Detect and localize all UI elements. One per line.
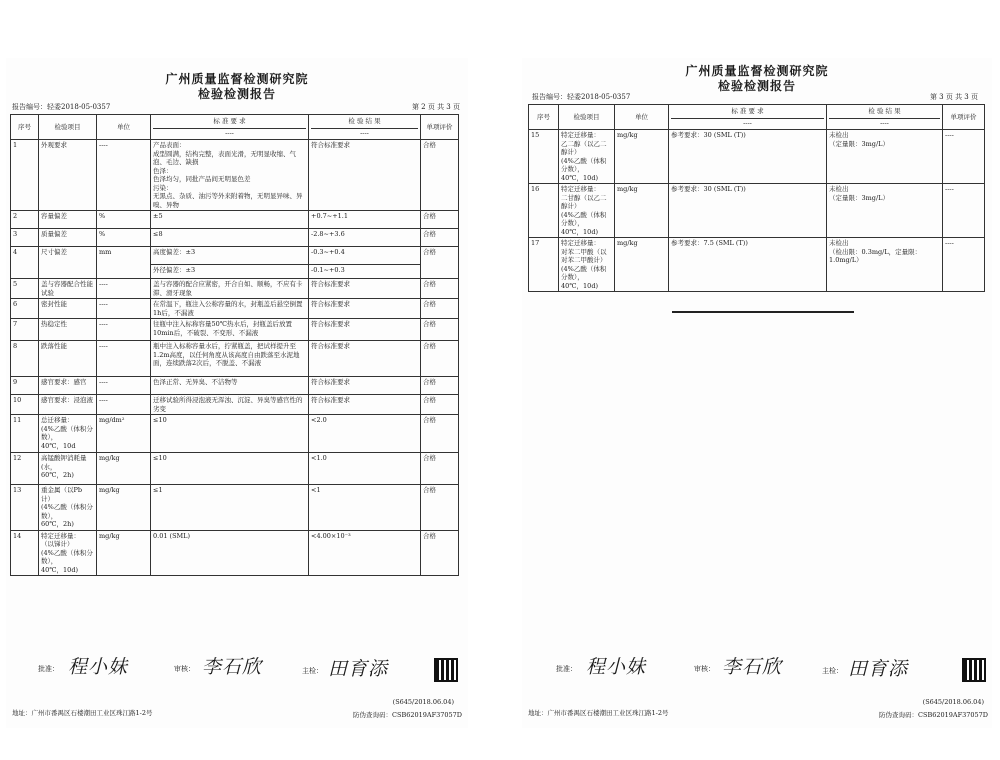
table-row	[11, 279, 459, 299]
header-unit: 单位	[615, 105, 669, 130]
row-requirement: ≤1	[151, 485, 309, 531]
row-result: 符合标准要求	[309, 140, 421, 211]
review-label: 审核：	[694, 665, 715, 673]
main-inspector-signature: 田育添	[848, 658, 909, 680]
header-result	[309, 115, 421, 140]
main-inspector-label: 主检：	[822, 667, 843, 675]
row-result: +0.7~+1.1	[309, 211, 421, 229]
row-evaluation: 合格	[421, 319, 459, 341]
row-item: 重金属（以Pb计） (4%乙酸（体积分数）， 60℃，2h)	[39, 485, 97, 531]
row-result: 符合标准要求	[309, 279, 421, 299]
row-item: 特定迁移量： 乙二醇（以乙二醇计） (4%乙酸（体积分数）， 40℃，10d)	[559, 130, 615, 184]
table-row	[11, 453, 459, 485]
row-unit: ----	[97, 279, 151, 299]
row-unit: mg/kg	[97, 453, 151, 485]
row-no: 13	[11, 485, 39, 531]
row-result: <1	[309, 485, 421, 531]
row-item: 特定迁移量： （以锑计） (4%乙酸（体积分数）， 40℃，10d)	[39, 530, 97, 576]
review-label: 审核：	[174, 665, 195, 673]
institute-title: 广州质量监督检测研究院	[685, 64, 829, 78]
row-no: 10	[11, 395, 39, 415]
row-requirement: 迁移试验所得浸泡液无浑浊、沉淀、异臭等感官性的劣变	[151, 395, 309, 415]
row-evaluation: 合格	[421, 299, 459, 319]
main-inspector-signature: 田育添	[328, 658, 389, 680]
row-no: 15	[529, 130, 559, 184]
row-no: 14	[11, 530, 39, 576]
row-result: 符合标准要求	[309, 319, 421, 341]
row-item: 高锰酸钾消耗量 (水， 60℃，2h)	[39, 453, 97, 485]
row-no: 2	[11, 211, 39, 229]
row-no: 4	[11, 247, 39, 279]
institute-title: 广州质量监督检测研究院	[165, 72, 309, 86]
row-item: 跌落性能	[39, 341, 97, 377]
row-no: 6	[11, 299, 39, 319]
row-unit: ----	[97, 395, 151, 415]
row-evaluation: 合格	[421, 485, 459, 531]
row-result: 符合标准要求	[309, 341, 421, 377]
approve-label: 批准：	[38, 665, 59, 673]
row-evaluation: ----	[943, 184, 985, 238]
row-evaluation: 合格	[421, 395, 459, 415]
row-evaluation: 合格	[421, 229, 459, 247]
row-result: 符合标准要求	[309, 377, 421, 395]
row-unit: %	[97, 229, 151, 247]
report-page-2	[6, 58, 468, 728]
row-result: <4.00×10⁻³	[309, 530, 421, 576]
table-row	[11, 415, 459, 453]
header-no: 序号	[529, 105, 559, 130]
row-evaluation: 合格	[421, 377, 459, 395]
header-no: 序号	[11, 115, 39, 140]
page-info: 第 3 页 共 3 页	[929, 93, 978, 101]
header-item: 检验项目	[559, 105, 615, 130]
row-no: 17	[529, 238, 559, 292]
row-requirement: 在常温下，瓶注入公称容量的水，封瓶盖后悬空倒置1h后，不漏液	[151, 299, 309, 319]
row-unit: ----	[97, 377, 151, 395]
row-requirement: 参考要求：30 (SML (T))	[669, 184, 827, 238]
row-no: 16	[529, 184, 559, 238]
row-evaluation: ----	[943, 238, 985, 292]
row-requirement: ±5	[151, 211, 309, 229]
row-unit: mg/dm²	[97, 415, 151, 453]
report-title: 检验检测报告	[197, 87, 276, 101]
anticounterfeit-code: 防伪查询码：CSB62019AF37057D	[353, 711, 462, 719]
row-evaluation: 合格	[421, 415, 459, 453]
row-result-2: -0.1~+0.3	[309, 265, 421, 279]
row-result: 符合标准要求	[309, 395, 421, 415]
row-unit: mg/kg	[97, 485, 151, 531]
row-result: 未检出 （定量限：3mg/L）	[827, 184, 943, 238]
row-no: 7	[11, 319, 39, 341]
review-signature: 李石欣	[202, 656, 263, 678]
row-item: 特定迁移量： 对苯二甲酸（以对苯二甲酸计） (4%乙酸（体积分数）， 40℃，10d)	[559, 238, 615, 292]
table-row	[11, 485, 459, 531]
approve-signature: 程小妹	[68, 656, 129, 678]
row-no: 5	[11, 279, 39, 299]
table-row	[11, 395, 459, 415]
row-item: 外观要求	[39, 140, 97, 211]
row-result: 未检出 （定量限：3mg/L）	[827, 130, 943, 184]
main-inspector-label: 主检：	[302, 667, 323, 675]
page-info: 第 2 页 共 3 页	[411, 103, 460, 111]
header-result	[827, 105, 943, 130]
row-item: 尺寸偏差	[39, 247, 97, 279]
row-result: 符合标准要求	[309, 299, 421, 319]
header-result-label: 检 验 结 果	[868, 107, 901, 115]
table-row	[529, 184, 985, 238]
qr-code-icon	[434, 658, 458, 682]
row-item: 热稳定性	[39, 319, 97, 341]
row-requirement: 0.01 (SML)	[151, 530, 309, 576]
row-item: 容量偏差	[39, 211, 97, 229]
row-evaluation: 合格	[421, 211, 459, 229]
header-result-label: 检 验 结 果	[348, 117, 381, 125]
row-requirement: 色泽正常、无异臭、不洁物等	[151, 377, 309, 395]
address: 地址：广州市番禺区石楼潮田工业区珠江路1-2号	[528, 709, 669, 717]
row-evaluation: 合格	[421, 530, 459, 576]
row-item: 总迁移量： (4%乙酸（体积分数）， 40℃，10d	[39, 415, 97, 453]
anticounterfeit-code: 防伪查询码：CSB62019AF37057D	[879, 711, 988, 719]
row-no: 12	[11, 453, 39, 485]
address: 地址：广州市番禺区石楼潮田工业区珠江路1-2号	[12, 709, 153, 717]
row-unit: mg/kg	[615, 130, 669, 184]
table-row	[11, 319, 459, 341]
row-unit: %	[97, 211, 151, 229]
row-no: 8	[11, 341, 39, 377]
row-item: 密封性能	[39, 299, 97, 319]
table-row	[11, 247, 459, 265]
header-req	[151, 115, 309, 140]
row-requirement: 瓶中注入标称容量水后，拧紧瓶盖，把试样提升至1.2m高度，以任何角度从该高度自由跌落至水泥地面，连续跌落2次后，不脱盖、不漏液	[151, 341, 309, 377]
row-requirement: ≤10	[151, 453, 309, 485]
header-req-label: 标 准 要 求	[731, 107, 764, 115]
row-unit: mg/kg	[615, 184, 669, 238]
row-no: 1	[11, 140, 39, 211]
header-req-label: 标 准 要 求	[213, 117, 246, 125]
report-number: 报告编号：轻委2018-05-0357	[532, 93, 631, 101]
row-evaluation: 合格	[421, 453, 459, 485]
table-row	[11, 140, 459, 211]
approve-signature: 程小妹	[586, 656, 647, 678]
row-unit: ----	[97, 140, 151, 211]
row-requirement: 参考要求：30 (SML (T))	[669, 130, 827, 184]
qr-code-icon	[962, 658, 986, 682]
header-result-dash: ----	[311, 128, 418, 138]
row-no: 9	[11, 377, 39, 395]
table-header-row	[529, 105, 985, 130]
header-eval: 单项评价	[421, 115, 459, 140]
row-unit: ----	[97, 319, 151, 341]
end-rule	[672, 311, 854, 313]
row-result: <1.0	[309, 453, 421, 485]
row-unit: mm	[97, 247, 151, 279]
table-row	[529, 130, 985, 184]
row-evaluation: 合格	[421, 279, 459, 299]
row-requirement: 参考要求：7.5 (SML (T))	[669, 238, 827, 292]
table-row	[11, 299, 459, 319]
row-requirement: 往瓶中注入标称容量50℃热水后，封瓶盖后放置10min后，不破裂、不变形、不漏液	[151, 319, 309, 341]
table-row	[11, 530, 459, 576]
table-row	[529, 238, 985, 292]
row-item: 感官要求：浸泡液	[39, 395, 97, 415]
report-page-3	[522, 58, 992, 728]
row-item: 感官要求：感官	[39, 377, 97, 395]
row-requirement: ≤10	[151, 415, 309, 453]
header-unit: 单位	[97, 115, 151, 140]
row-evaluation: 合格	[421, 140, 459, 211]
header-req-dash: ----	[671, 118, 824, 128]
row-item: 质量偏差	[39, 229, 97, 247]
row-requirement: 盖与容器的配合应紧密，开合自如、顺畅，不应有卡滞、滑牙现象	[151, 279, 309, 299]
report-code: (S645/2018.06.04)	[392, 698, 454, 706]
row-result: <2.0	[309, 415, 421, 453]
row-unit: ----	[97, 299, 151, 319]
report-number: 报告编号：轻委2018-05-0357	[12, 103, 111, 111]
table-row	[11, 211, 459, 229]
row-no: 3	[11, 229, 39, 247]
report-code: (S645/2018.06.04)	[922, 698, 984, 706]
header-result-dash: ----	[829, 118, 940, 128]
row-unit: ----	[97, 341, 151, 377]
table-row	[11, 377, 459, 395]
row-requirement: ≤8	[151, 229, 309, 247]
header-req	[669, 105, 827, 130]
table-header-row	[11, 115, 459, 140]
row-unit: mg/kg	[97, 530, 151, 576]
row-requirement: 高度偏差：±3	[151, 247, 309, 265]
row-evaluation: 合格	[421, 247, 459, 279]
table-row	[11, 341, 459, 377]
row-unit: mg/kg	[615, 238, 669, 292]
row-evaluation: ----	[943, 130, 985, 184]
row-requirement-2: 外径偏差：±3	[151, 265, 309, 279]
row-item: 特定迁移量： 二甘醇（以乙二醇计） (4%乙酸（体积分数）， 40℃，10d)	[559, 184, 615, 238]
header-req-dash: ----	[153, 128, 306, 138]
report-title: 检验检测报告	[717, 79, 796, 93]
row-no: 11	[11, 415, 39, 453]
inspection-table	[10, 114, 459, 576]
row-requirement: 产品表面： 成型圆满，结构完整，表面光滑，无明显收缩、气泡、毛边、缺损 色泽： 色泽均匀，同批产品间无明显色差 污染： 无黑点、杂质、油污等外来附着物，无明显异味、异嗅、异物	[151, 140, 309, 211]
row-evaluation: 合格	[421, 341, 459, 377]
row-result: -0.3~+0.4	[309, 247, 421, 265]
row-result: 未检出 （检出限：0.3mg/L，定量限：1.0mg/L）	[827, 238, 943, 292]
row-result: -2.8~+3.6	[309, 229, 421, 247]
header-eval: 单项评价	[943, 105, 985, 130]
review-signature: 李石欣	[722, 656, 783, 678]
table-row	[11, 229, 459, 247]
approve-label: 批准：	[556, 665, 577, 673]
row-item: 盖与容器配合性能试验	[39, 279, 97, 299]
inspection-table	[528, 104, 985, 292]
header-item: 检验项目	[39, 115, 97, 140]
